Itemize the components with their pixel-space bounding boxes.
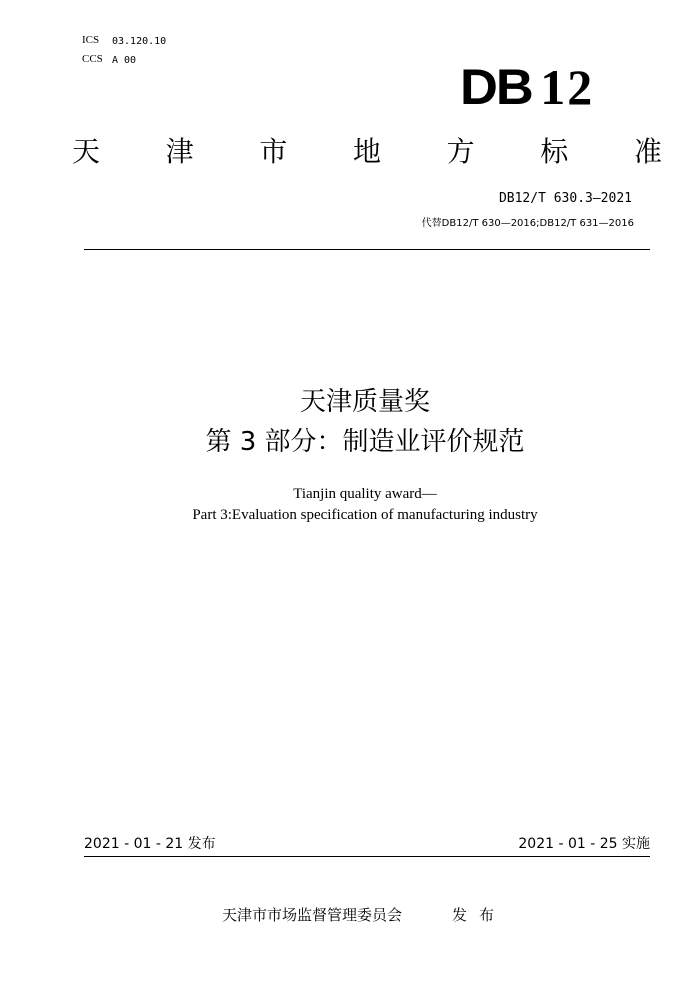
title-cn-line2: 第 3 部分：制造业评价规范 xyxy=(205,427,525,457)
db-letters: DB xyxy=(460,59,532,115)
ccs-code: A 00 xyxy=(112,55,137,66)
standard-type-heading xyxy=(72,132,662,172)
ics-code: 03.120.10 xyxy=(112,36,167,47)
standard-type-char: 市 xyxy=(259,135,288,168)
standard-type-char: 准 xyxy=(633,135,662,168)
issuing-authority: 天津市市场监督管理委员会 xyxy=(222,906,403,924)
region-code: 12 xyxy=(540,59,595,115)
top-divider xyxy=(84,249,650,250)
implementation-date: 2021 - 01 - 25 实施 xyxy=(518,836,650,852)
standard-type-char: 标 xyxy=(540,135,569,168)
title-en-line1: Tianjin quality award— xyxy=(293,486,437,502)
issue-date: 2021 - 01 - 21 发布 xyxy=(84,836,216,852)
title-cn-line1: 天津质量奖 xyxy=(299,387,430,417)
title-en-line2: Part 3:Evaluation specification of manufacturing industry xyxy=(192,507,538,523)
standard-type-char: 方 xyxy=(446,135,475,168)
standard-type-char: 津 xyxy=(165,135,194,168)
replaces-note: 代替DB12/T 630—2016;DB12/T 631—2016 xyxy=(421,218,634,229)
bottom-divider xyxy=(84,856,650,857)
standard-type-char: 天 xyxy=(72,135,101,168)
ccs-label: CCS xyxy=(82,53,103,65)
publish-label: 发布 xyxy=(452,906,507,924)
standard-type-char: 地 xyxy=(352,135,381,168)
ics-label: ICS xyxy=(82,34,100,46)
standard-number: DB12/T 630.3—2021 xyxy=(498,191,632,206)
db12-logo xyxy=(460,58,630,116)
